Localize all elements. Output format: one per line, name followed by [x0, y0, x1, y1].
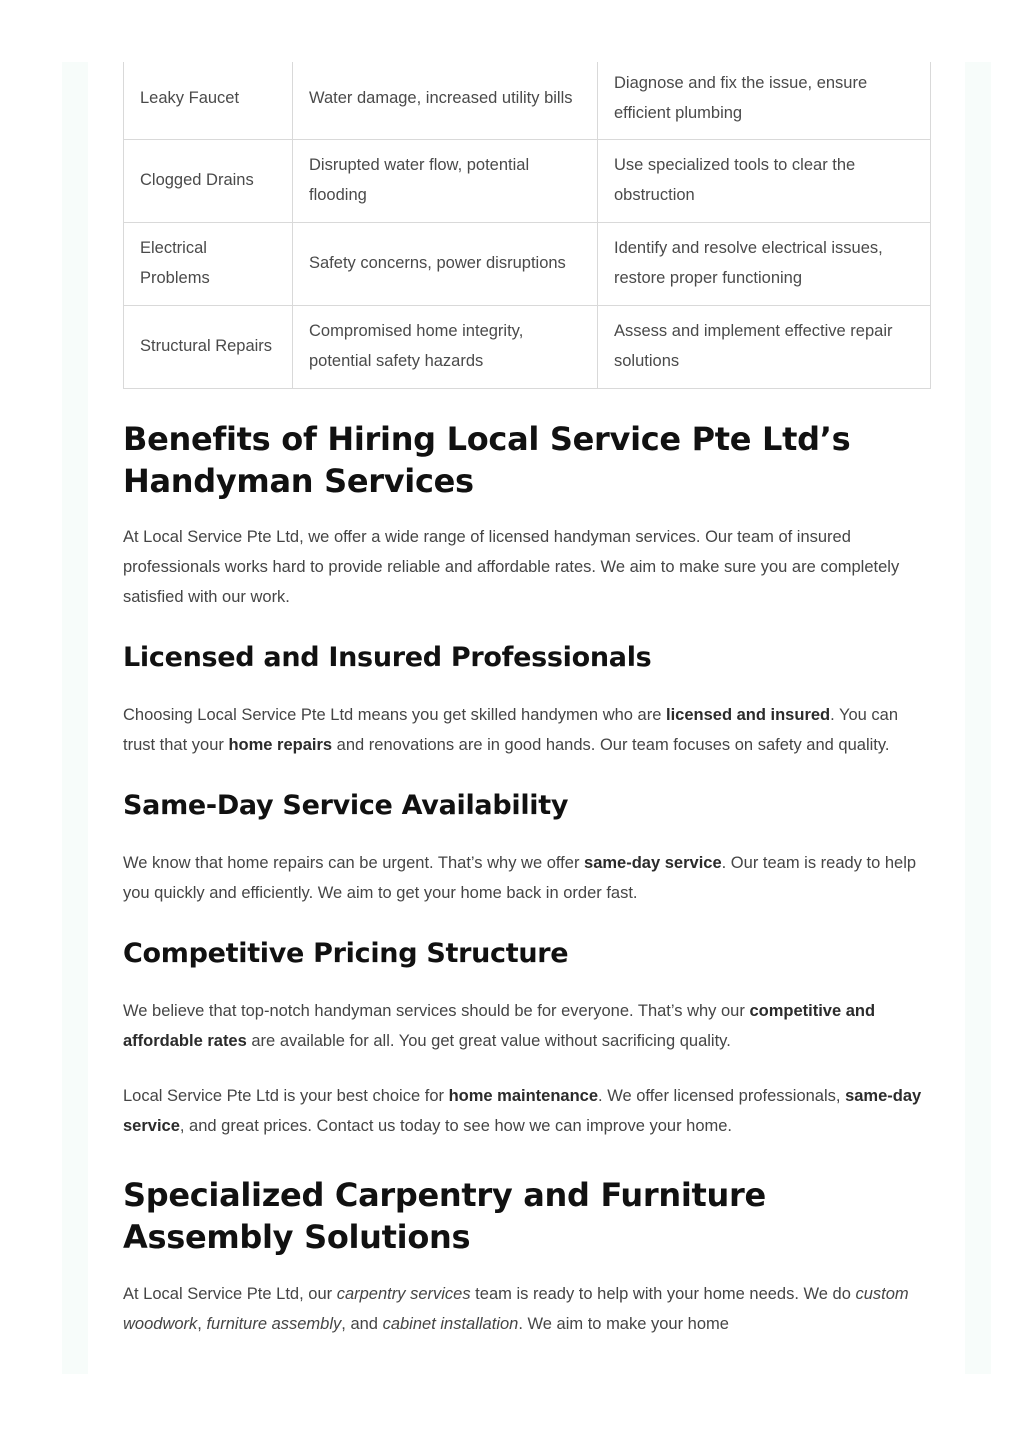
- licensed-paragraph: Choosing Local Service Pte Ltd means you get skilled handymen who are licensed and insured. You can trust that your home repairs and renovations are in good hands. Our team focuses on safety and quality.: [123, 705, 899, 754]
- table-cell-impact: Disrupted water flow, potential flooding: [293, 139, 598, 222]
- table-cell-impact: Water damage, increased utility bills: [293, 62, 598, 139]
- table-cell-issue: Structural Repairs: [124, 305, 293, 388]
- summary-paragraph: Local Service Pte Ltd is your best choice for home maintenance. We offer licensed professionals, same-day service, and great prices. Contact us today to see how we can improve your home.: [123, 1086, 922, 1135]
- table-cell-solution: Assess and implement effective repair solutions: [598, 305, 931, 388]
- table-cell-issue: Electrical Problems: [124, 222, 293, 305]
- table-row: [124, 139, 931, 222]
- table-cell-solution: Diagnose and fix the issue, ensure efficient plumbing: [598, 62, 931, 139]
- table-row: [124, 305, 931, 388]
- licensed-heading: Licensed and Insured Professionals: [123, 641, 652, 673]
- benefits-heading: Benefits of Hiring Local Service Pte Ltd’s Handyman Services: [123, 419, 851, 500]
- carpentry-heading: Specialized Carpentry and Furniture Assembly Solutions: [123, 1175, 766, 1256]
- table-row: [124, 62, 931, 139]
- table-cell-solution: Use specialized tools to clear the obstruction: [598, 139, 931, 222]
- carpentry-paragraph: At Local Service Pte Ltd, our carpentry services team is ready to help with your home needs. We do custom woodwork, furniture assembly, and cabinet installation. We aim to make your home: [123, 1284, 909, 1333]
- benefits-intro: At Local Service Pte Ltd, we offer a wide range of licensed handyman services. Our team of insured professionals works hard to provide reliable and affordable rates. We aim to make sure you are completely satisfied with our work.: [123, 527, 900, 606]
- table-cell-solution: Identify and resolve electrical issues, restore proper functioning: [598, 222, 931, 305]
- pricing-paragraph: We believe that top-notch handyman services should be for everyone. That’s why our competitive and affordable rates are available for all. You get great value without sacrificing quality.: [123, 1001, 876, 1050]
- table-cell-issue: Leaky Faucet: [124, 62, 293, 139]
- same-day-heading: Same-Day Service Availability: [123, 789, 569, 821]
- table-cell-impact: Compromised home integrity, potential safety hazards: [293, 305, 598, 388]
- article-content: [123, 62, 930, 1339]
- table-cell-issue: Clogged Drains: [124, 139, 293, 222]
- table-row: [124, 222, 931, 305]
- page-edge-right: [965, 62, 991, 1374]
- page-edge-left: [62, 62, 88, 1374]
- table-cell-impact: Safety concerns, power disruptions: [293, 222, 598, 305]
- issues-table: [123, 62, 931, 389]
- same-day-paragraph: We know that home repairs can be urgent. That’s why we offer same-day service. Our team is ready to help you quickly and efficiently. We aim to get your home back in order fast.: [123, 853, 917, 902]
- pricing-heading: Competitive Pricing Structure: [123, 937, 569, 969]
